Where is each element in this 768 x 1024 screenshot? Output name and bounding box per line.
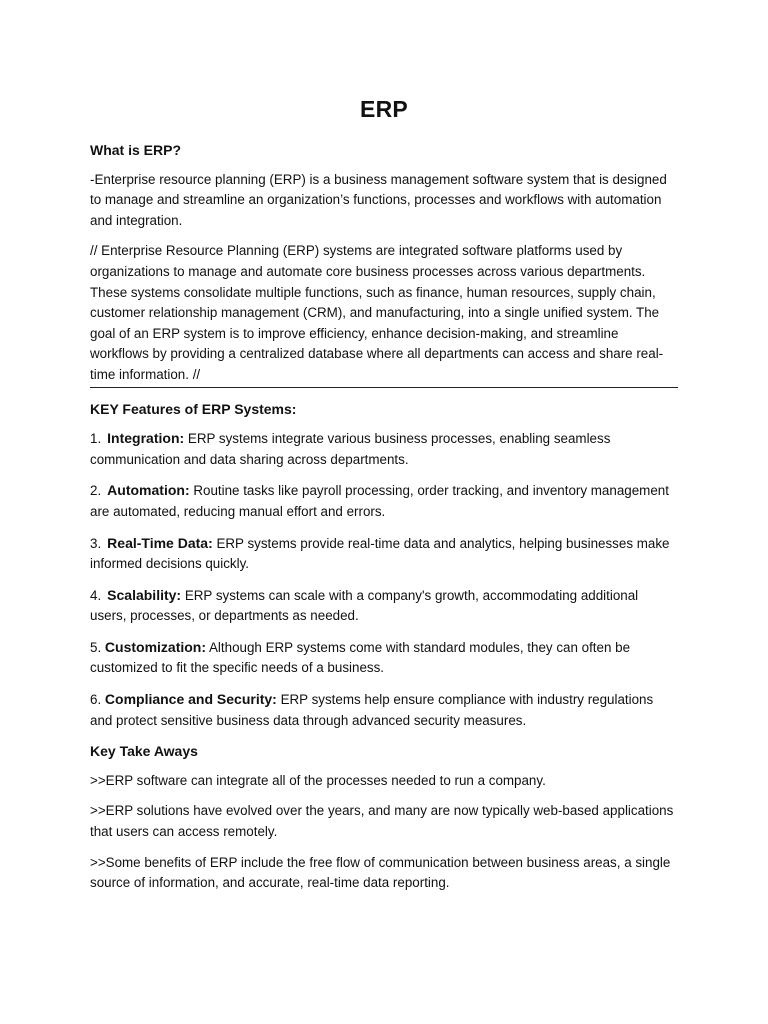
feature-item-scalability — [90, 585, 678, 627]
takeaway-item: >>ERP solutions have evolved over the years, and many are now typically web-based applications that users can access remotely. — [90, 803, 674, 840]
feature-number: 6. — [90, 692, 102, 708]
feature-item-customization — [90, 637, 678, 679]
feature-description: ERP systems provide real-time data and analytics, helping businesses make informed decisions quickly. — [90, 535, 670, 572]
feature-item-integration — [90, 428, 678, 470]
takeaway-item: >>ERP software can integrate all of the processes needed to run a company. — [90, 772, 546, 788]
feature-description: ERP systems help ensure compliance with industry regulations and protect sensitive business data through advanced security measures. — [90, 692, 654, 728]
feature-term: Customization: — [104, 638, 207, 655]
feature-item-real-time-data — [90, 533, 678, 575]
feature-term: Scalability: — [107, 586, 182, 603]
feature-item-automation — [90, 480, 678, 522]
horizontal-rule — [90, 387, 678, 388]
paragraph-definition: -Enterprise resource planning (ERP) is a business management software system that is designed to manage and streamline an organization’s functions, processes and workflows with automation and integration. — [90, 171, 667, 228]
takeaway-item: >>Some benefits of ERP include the free flow of communication between business areas, a single source of information, and accurate, real-time data reporting. — [90, 854, 671, 891]
section-heading-key-features: KEY Features of ERP Systems: — [90, 400, 297, 417]
feature-number: 4. — [90, 587, 102, 603]
section-heading-key-take-aways: Key Take Aways — [90, 743, 198, 760]
feature-term: Real-Time Data: — [107, 534, 213, 551]
feature-description: ERP systems integrate various business processes, enabling seamless communication and data sharing across departments. — [90, 431, 611, 467]
feature-number: 3. — [90, 535, 102, 551]
feature-number: 1. — [90, 431, 102, 447]
feature-term: Automation: — [107, 482, 190, 499]
feature-term: Compliance and Security: — [104, 691, 277, 708]
feature-number: 2. — [90, 483, 102, 499]
feature-description: ERP systems can scale with a company's growth, accommodating additional users, processes, or departments as needed. — [90, 587, 639, 624]
feature-description: Although ERP systems come with standard modules, they can often be customized to fit the specific needs of a business. — [90, 639, 631, 676]
document-body — [90, 140, 678, 904]
section-heading-what-is-erp: What is ERP? — [90, 142, 182, 158]
feature-description: Routine tasks like payroll processing, order tracking, and inventory management are automated, reducing manual effort and errors. — [90, 483, 669, 519]
document-title: ERP — [360, 96, 408, 122]
paragraph-overview: // Enterprise Resource Planning (ERP) systems are integrated software platforms used by organizations to manage and automate core business processes across various departments. These systems consolidate multiple functions, such as finance, human resources, supply chain, customer relationship management (CRM), and manufacturing, into a single unified system. The goal of an ERP system is to improve efficiency, enhance decision-making, and streamline workflows by providing a centralized database where all departments can access and share real-time information. // — [90, 243, 664, 382]
feature-term: Integration: — [107, 430, 185, 447]
feature-item-compliance-security — [90, 689, 678, 731]
feature-number: 5. — [90, 639, 102, 655]
